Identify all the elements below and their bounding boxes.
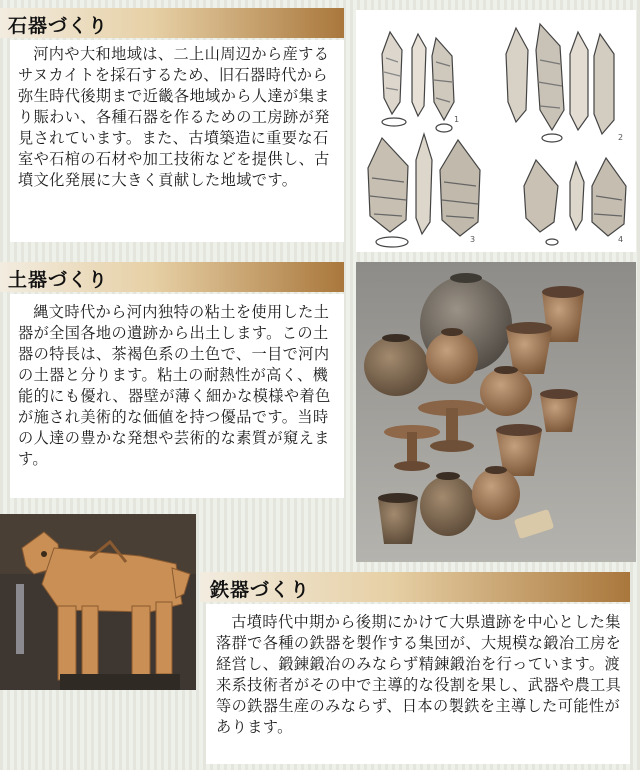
figure-label: 1 [454,115,460,124]
section-title: 石器づくり [8,15,109,37]
figure-label: 3 [470,235,476,244]
text-panel-stone [10,40,344,242]
section-title: 鉄器づくり [210,579,311,601]
section-header-stone [0,8,344,38]
figure-label: 4 [618,235,624,244]
section-body: 河内や大和地域は、二上山周辺から産するサヌカイトを採石するため、旧石器時代から弥生時代後期まで近畿各地域から人達が集まり賑わい、各種石器を作るための工房跡が発見されています。また、古墳築造に重要な石室や石棺の石材や加工技術などを提供し、古墳文化発展に大きく貢献した地域です。 [18,45,330,189]
section-header-pottery [0,262,344,292]
stone-tools-illustration [356,10,636,252]
text-panel-iron [206,604,630,764]
section-body: 古墳時代中期から後期にかけて大県遺跡を中心とした集落群で各種の鉄器を製作する集団が、大規模な鍛冶工房を経営し、鍛錬鍛冶のみならず精錬鍛治を行っています。渡来系技術者がその中で主導的な役割を果し、武器や農工具等の鉄器生産のみならず、日本の製鉄を主導した可能性があります。 [216,613,622,736]
section-title: 土器づくり [8,269,109,291]
section-body: 縄文時代から河内独特の粘土を使用した土器が全国各地の遺跡から出土します。この土器の特長は、茶褐色系の土色で、一目で河内の土器と分ります。粘土の耐熱性が高く、機能的にも優れ、器壁が薄く細かな模様や着色が施され美術的な価値を持つ優品です。当時の人達の豊かな発想や芸術的な素質が窺えます。 [18,303,331,468]
haniwa-horse-photo [0,514,196,690]
pottery-photo [356,262,636,562]
section-header-iron [200,572,630,602]
figure-label: 2 [618,133,624,142]
text-panel-pottery [10,294,344,498]
